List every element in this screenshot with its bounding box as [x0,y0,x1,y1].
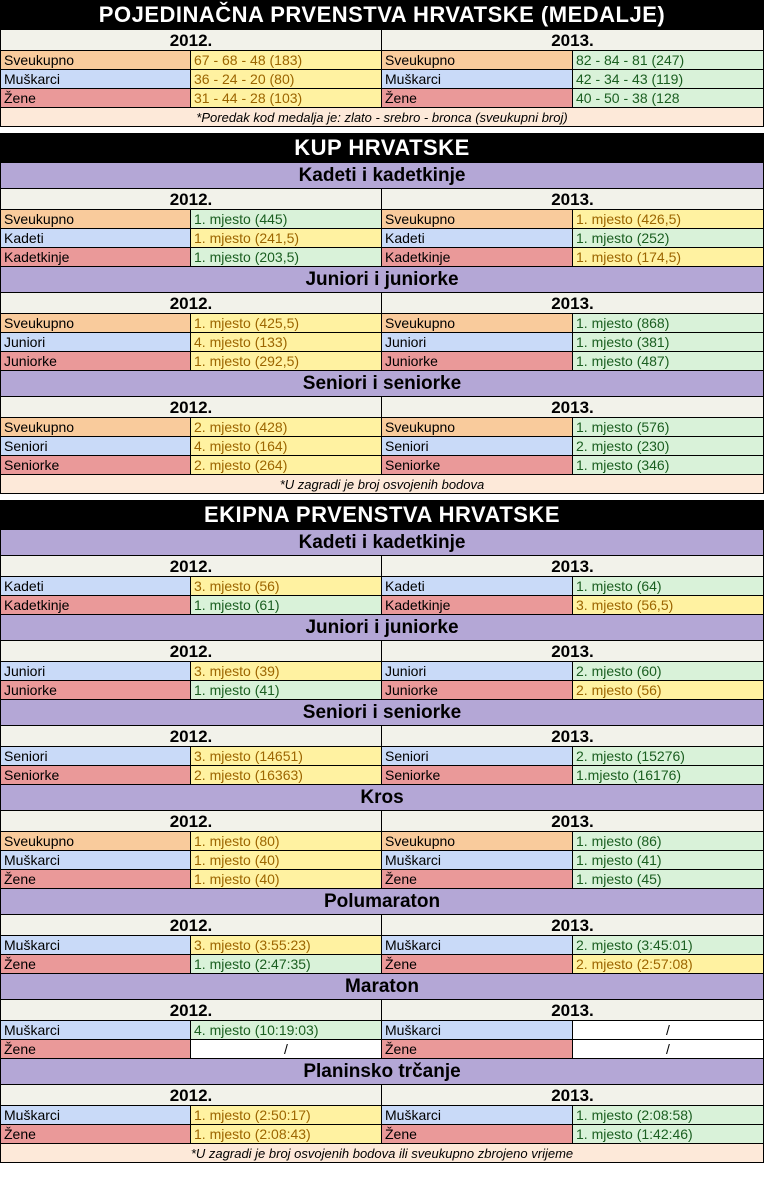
table-row [0,456,764,475]
year-2012-label: 2012. [1,556,382,576]
label-2013-cell: Seniorke [382,456,573,474]
category-header-seniori-i-seniorke: Seniori i seniorke [0,371,764,397]
table-row [0,89,764,108]
table-row [0,352,764,371]
label-2012-cell: Muškarci [1,1021,191,1039]
table-row [0,1106,764,1125]
label-2013-cell: Muškarci [382,1021,573,1039]
result-2012-cell: 3. mjesto (39) [191,662,382,680]
result-2013-cell: 40 - 50 - 38 (128 [573,89,763,107]
table-row [0,229,764,248]
result-2013-cell: 2. mjesto (15276) [573,747,763,765]
year-2012-label: 2012. [1,1000,382,1020]
table-row [0,851,764,870]
label-2013-cell: Muškarci [382,1106,573,1124]
category-header-maraton: Maraton [0,974,764,1000]
label-2013-cell: Seniori [382,437,573,455]
label-2012-cell: Kadetkinje [1,248,191,266]
result-2013-cell: 1. mjesto (41) [573,851,763,869]
label-2012-cell: Žene [1,955,191,973]
label-2012-cell: Sveukupno [1,51,191,69]
year-header-row [0,915,764,936]
table-row [0,1125,764,1144]
label-2013-cell: Juniori [382,662,573,680]
label-2012-cell: Sveukupno [1,418,191,436]
category-header-polumaraton: Polumaraton [0,889,764,915]
year-2012-label: 2012. [1,641,382,661]
label-2012-cell: Muškarci [1,936,191,954]
year-header-row [0,556,764,577]
year-2013-label: 2013. [382,915,763,935]
result-2012-cell: 1. mjesto (445) [191,210,382,228]
label-2013-cell: Žene [382,89,573,107]
year-2012-label: 2012. [1,915,382,935]
result-2013-cell: 82 - 84 - 81 (247) [573,51,763,69]
table-row [0,437,764,456]
result-2012-cell: 2. mjesto (16363) [191,766,382,784]
result-2013-cell: 1. mjesto (426,5) [573,210,763,228]
year-2013-label: 2013. [382,641,763,661]
year-2013-label: 2013. [382,189,763,209]
year-2012-label: 2012. [1,1085,382,1105]
result-2012-cell: / [191,1040,382,1058]
result-2013-cell: 1. mjesto (252) [573,229,763,247]
label-2012-cell: Seniori [1,437,191,455]
year-2013-label: 2013. [382,726,763,746]
year-header-row [0,30,764,51]
result-2013-cell: 1. mjesto (64) [573,577,763,595]
table-row [0,681,764,700]
year-2013-label: 2013. [382,397,763,417]
result-2012-cell: 2. mjesto (264) [191,456,382,474]
result-2012-cell: 1. mjesto (2:08:43) [191,1125,382,1143]
label-2013-cell: Seniorke [382,766,573,784]
label-2012-cell: Seniorke [1,456,191,474]
label-2012-cell: Muškarci [1,851,191,869]
table-row [0,314,764,333]
label-2013-cell: Žene [382,1040,573,1058]
category-header-seniori-i-seniorke: Seniori i seniorke [0,700,764,726]
result-2012-cell: 1. mjesto (2:47:35) [191,955,382,973]
label-2012-cell: Juniori [1,333,191,351]
label-2012-cell: Kadetkinje [1,596,191,614]
result-2013-cell: 1. mjesto (576) [573,418,763,436]
result-2013-cell: / [573,1021,763,1039]
result-2012-cell: 1. mjesto (40) [191,851,382,869]
label-2012-cell: Žene [1,1040,191,1058]
table-row [0,766,764,785]
result-2013-cell: 1.mjesto (16176) [573,766,763,784]
label-2013-cell: Žene [382,1125,573,1143]
category-header-planinsko-trcanje: Planinsko trčanje [0,1059,764,1085]
year-2012-label: 2012. [1,811,382,831]
category-header-kadeti-i-kadetkinje: Kadeti i kadetkinje [0,530,764,556]
result-2012-cell: 1. mjesto (292,5) [191,352,382,370]
label-2012-cell: Sveukupno [1,314,191,332]
label-2013-cell: Sveukupno [382,418,573,436]
year-header-row [0,397,764,418]
label-2012-cell: Juniorke [1,681,191,699]
result-2013-cell: 1. mjesto (381) [573,333,763,351]
result-2013-cell: 1. mjesto (45) [573,870,763,888]
result-2012-cell: 1. mjesto (2:50:17) [191,1106,382,1124]
label-2012-cell: Juniorke [1,352,191,370]
result-2013-cell: 1. mjesto (174,5) [573,248,763,266]
result-2013-cell: 1. mjesto (346) [573,456,763,474]
label-2013-cell: Kadetkinje [382,596,573,614]
result-2013-cell: 1. mjesto (487) [573,352,763,370]
label-2013-cell: Muškarci [382,936,573,954]
year-header-row [0,641,764,662]
year-header-row [0,1085,764,1106]
label-2013-cell: Sveukupno [382,314,573,332]
result-2013-cell: 2. mjesto (230) [573,437,763,455]
label-2012-cell: Žene [1,870,191,888]
table-row [0,1021,764,1040]
result-2012-cell: 31 - 44 - 28 (103) [191,89,382,107]
label-2012-cell: Juniori [1,662,191,680]
result-2013-cell: 1. mjesto (86) [573,832,763,850]
category-header-kros: Kros [0,785,764,811]
result-2012-cell: 4. mjesto (10:19:03) [191,1021,382,1039]
result-2012-cell: 1. mjesto (40) [191,870,382,888]
year-2012-label: 2012. [1,30,382,50]
section-title-pojedinacna-prvenstva-hrvatske-medalje: POJEDINAČNA PRVENSTVA HRVATSKE (MEDALJE) [0,0,764,30]
label-2013-cell: Juniorke [382,352,573,370]
result-2013-cell: 3. mjesto (56,5) [573,596,763,614]
section-title-kup-hrvatske: KUP HRVATSKE [0,133,764,163]
label-2013-cell: Muškarci [382,70,573,88]
table-row [0,333,764,352]
label-2013-cell: Kadeti [382,577,573,595]
result-2012-cell: 1. mjesto (61) [191,596,382,614]
table-row [0,51,764,70]
year-2012-label: 2012. [1,189,382,209]
year-2012-label: 2012. [1,293,382,313]
table-row [0,577,764,596]
category-header-kadeti-i-kadetkinje: Kadeti i kadetkinje [0,163,764,189]
label-2013-cell: Žene [382,955,573,973]
year-header-row [0,811,764,832]
label-2013-cell: Kadeti [382,229,573,247]
label-2012-cell: Kadeti [1,229,191,247]
footnote: *Poredak kod medalja je: zlato - srebro - bronca (sveukupni broj) [0,108,764,127]
label-2013-cell: Sveukupno [382,832,573,850]
label-2012-cell: Muškarci [1,1106,191,1124]
label-2012-cell: Seniori [1,747,191,765]
label-2013-cell: Juniorke [382,681,573,699]
result-2013-cell: 1. mjesto (1:42:46) [573,1125,763,1143]
result-2012-cell: 1. mjesto (425,5) [191,314,382,332]
result-2013-cell: 1. mjesto (868) [573,314,763,332]
label-2013-cell: Muškarci [382,851,573,869]
label-2013-cell: Žene [382,870,573,888]
label-2013-cell: Sveukupno [382,210,573,228]
result-2013-cell: 2. mjesto (2:57:08) [573,955,763,973]
table-row [0,596,764,615]
result-2012-cell: 36 - 24 - 20 (80) [191,70,382,88]
year-2013-label: 2013. [382,811,763,831]
label-2012-cell: Žene [1,1125,191,1143]
year-2013-label: 2013. [382,556,763,576]
year-2012-label: 2012. [1,726,382,746]
result-2012-cell: 1. mjesto (203,5) [191,248,382,266]
year-2012-label: 2012. [1,397,382,417]
result-2013-cell: 2. mjesto (60) [573,662,763,680]
table-row [0,832,764,851]
table-row [0,747,764,766]
year-header-row [0,189,764,210]
result-2012-cell: 4. mjesto (133) [191,333,382,351]
result-2012-cell: 1. mjesto (41) [191,681,382,699]
label-2012-cell: Sveukupno [1,832,191,850]
label-2013-cell: Kadetkinje [382,248,573,266]
label-2013-cell: Seniori [382,747,573,765]
year-header-row [0,726,764,747]
result-2013-cell: 42 - 34 - 43 (119) [573,70,763,88]
label-2012-cell: Kadeti [1,577,191,595]
label-2012-cell: Žene [1,89,191,107]
result-2012-cell: 3. mjesto (3:55:23) [191,936,382,954]
table-row [0,870,764,889]
footnote: *U zagradi je broj osvojenih bodova ili sveukupno zbrojeno vrijeme [0,1144,764,1163]
year-2013-label: 2013. [382,293,763,313]
footnote: *U zagradi je broj osvojenih bodova [0,475,764,494]
table-row [0,70,764,89]
label-2012-cell: Seniorke [1,766,191,784]
result-2012-cell: 2. mjesto (428) [191,418,382,436]
year-2013-label: 2013. [382,1085,763,1105]
label-2012-cell: Sveukupno [1,210,191,228]
result-2012-cell: 1. mjesto (241,5) [191,229,382,247]
label-2012-cell: Muškarci [1,70,191,88]
result-2012-cell: 1. mjesto (80) [191,832,382,850]
result-2013-cell: 2. mjesto (3:45:01) [573,936,763,954]
table-row [0,1040,764,1059]
year-2013-label: 2013. [382,1000,763,1020]
result-2012-cell: 4. mjesto (164) [191,437,382,455]
table-row [0,936,764,955]
result-2013-cell: / [573,1040,763,1058]
result-2012-cell: 3. mjesto (14651) [191,747,382,765]
table-row [0,248,764,267]
category-header-juniori-i-juniorke: Juniori i juniorke [0,615,764,641]
result-2012-cell: 3. mjesto (56) [191,577,382,595]
result-2012-cell: 67 - 68 - 48 (183) [191,51,382,69]
table-row [0,418,764,437]
table-row [0,662,764,681]
table-row [0,955,764,974]
year-2013-label: 2013. [382,30,763,50]
year-header-row [0,1000,764,1021]
label-2013-cell: Juniori [382,333,573,351]
section-title-ekipna-prvenstva-hrvatske: EKIPNA PRVENSTVA HRVATSKE [0,500,764,530]
label-2013-cell: Sveukupno [382,51,573,69]
result-2013-cell: 1. mjesto (2:08:58) [573,1106,763,1124]
year-header-row [0,293,764,314]
result-2013-cell: 2. mjesto (56) [573,681,763,699]
category-header-juniori-i-juniorke: Juniori i juniorke [0,267,764,293]
table-row [0,210,764,229]
